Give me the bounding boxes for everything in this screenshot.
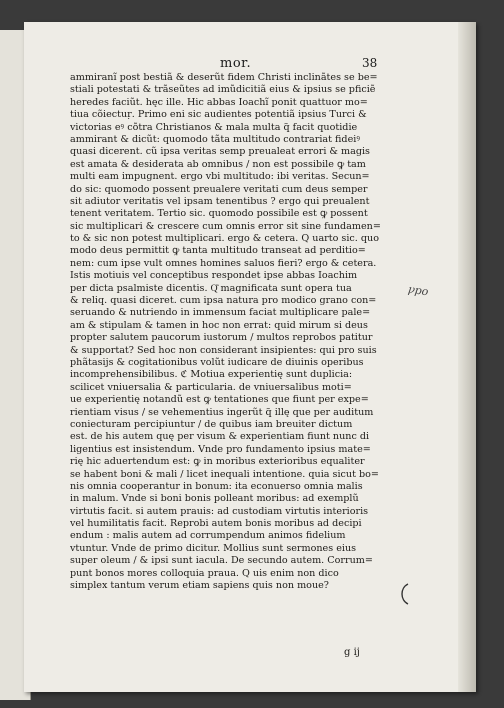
text-line: se habent boni & mali / licet inequali intentione. quia sicut bo= <box>70 468 379 480</box>
text-line: multi eam impugnent. ergo vbi multitudo: ibi veritas. Secun= <box>70 171 370 183</box>
page-gutter-edge <box>458 22 476 692</box>
text-line: est amata & desiderata ab omnibus / non est possibile ꝙ tam <box>70 158 366 170</box>
text-line: per dicta psalmiste dicentis. Q͂ magnificata sunt opera tua <box>70 282 352 294</box>
text-line: modo deus permittit ꝙ tanta multitudo transeat ad perditio= <box>70 245 366 257</box>
text-line: vtuntur. Vnde de primo dicitur. Mollius sunt sermones eius <box>70 542 357 554</box>
text-line: do sic: quomodo possent preualere veritati cum deus semper <box>70 183 368 195</box>
text-line: to & sic non potest multiplicari. ergo & cetera. Q uarto sic. quo <box>70 233 379 245</box>
marginal-annotation: ꝩpo <box>407 282 430 299</box>
text-line: & reliq. quasi diceret. cum ipsa natura pro modico grano con= <box>70 295 377 307</box>
text-line: incomprehensibilibus. ℭ Motiua experientię sunt duplicia: <box>70 369 353 381</box>
text-line: phãtasijs & cogitationibus volũt iudicare de diuinis operibus <box>70 356 364 368</box>
signature-mark: g ij <box>344 647 360 658</box>
folio-number: 38 <box>362 56 378 70</box>
text-line: scilicet vniuersalia & particularia. de vniuersalibus moti= <box>70 381 352 393</box>
text-line: propter salutem paucorum iustorum / multos reprobos patitur <box>70 332 373 344</box>
text-line: punt bonos mores colloquia praua. Q uis enim non dico <box>70 567 339 579</box>
marginal-bracket-mark <box>396 582 412 606</box>
text-line: ammiranĩ post bestiã & deserũt fidem Christi inclinãtes se be= <box>70 72 378 83</box>
text-line: tenent veritatem. Tertio sic. quomodo possibile est ꝙ possent <box>70 208 368 220</box>
text-line: in malum. Vnde si boni bonis polleant moribus: ad exemplũ <box>70 493 359 505</box>
text-line: Istis motiuis vel conceptibus respondet ipse abbas Ioachim <box>70 270 358 282</box>
text-line: nem: cum ipse vult omnes homines saluos fieri? ergo & cetera. <box>70 257 377 269</box>
text-line: coniecturam percipiuntur / de quibus iam breuiter dictum <box>70 418 353 430</box>
body-text <box>70 72 408 592</box>
text-line: endum : malis autem ad corrumpendum animos fidelium <box>70 530 346 542</box>
text-line: sic multiplicari & crescere cum omnis error sit sine fundamen= <box>70 220 381 232</box>
text-line: & supportat? Sed hoc non considerant insipientes: qui pro suis <box>70 344 377 356</box>
text-line: simplex tantum verum etiam sapiens quis non moue? <box>70 580 329 592</box>
text-line: sit adiutor veritatis vel ipsam tenentibus ? ergo qui preualent <box>70 195 370 207</box>
text-line: heredes faciũt. hęc ille. Hic abbas Ioachĩ ponit quattuor mo= <box>70 96 368 108</box>
text-line: tiua cõiectuṛ. Primo eni sic audientes potentiã ipsius Turci & <box>70 109 367 121</box>
text-line: super oleum / & ipsi sunt iacula. De secundo autem. Corrum= <box>70 555 373 567</box>
book-page <box>24 22 476 692</box>
text-line: am & stipulam & tamen in hoc non errat: quid mirum si deus <box>70 319 368 331</box>
text-line: est. de his autem quę per visum & experientiam fiunt nunc di <box>70 431 370 443</box>
text-line: rientiam visus / se vehementius ingerũt q̃ illę que per auditum <box>70 406 374 418</box>
text-line: ligentius est insistendum. Vnde pro fundamento ipsius mate= <box>70 443 371 455</box>
text-line: victorias eꝰ cõtra Christianos & mala multa q̃ facit quotidie <box>70 121 358 133</box>
text-line: nis omnia cooperantur in bonum: ita econuerso omnia malis <box>70 480 363 492</box>
text-line: seruando & nutriendo in immensum faciat multiplicare pale= <box>70 307 371 319</box>
text-line: rię hic aduertendum est: ꝙ in moribus exterioribus equaliter <box>70 456 365 468</box>
text-line: virtutis facit. si autem prauis: ad custodiam virtutis interioris <box>70 505 369 517</box>
text-line: vel humilitatis facit. Reprobi autem bonis moribus ad decipi <box>70 518 362 530</box>
text-line: ammirant & dicũt: quomodo tãta multitudo contrariat fideiꝰ <box>70 133 360 145</box>
text-line: stiali potestati & trãseũtes ad imũdicitiã eius & ipsius se pficiẽ <box>70 84 376 96</box>
text-line: quasi dicerent. cũ ipsa veritas semp preualeat errori & magis <box>70 146 370 158</box>
text-line: ue experientię notandũ est ꝙ tentationes que fiunt per expe= <box>70 394 369 406</box>
running-head: mor. <box>220 56 252 71</box>
